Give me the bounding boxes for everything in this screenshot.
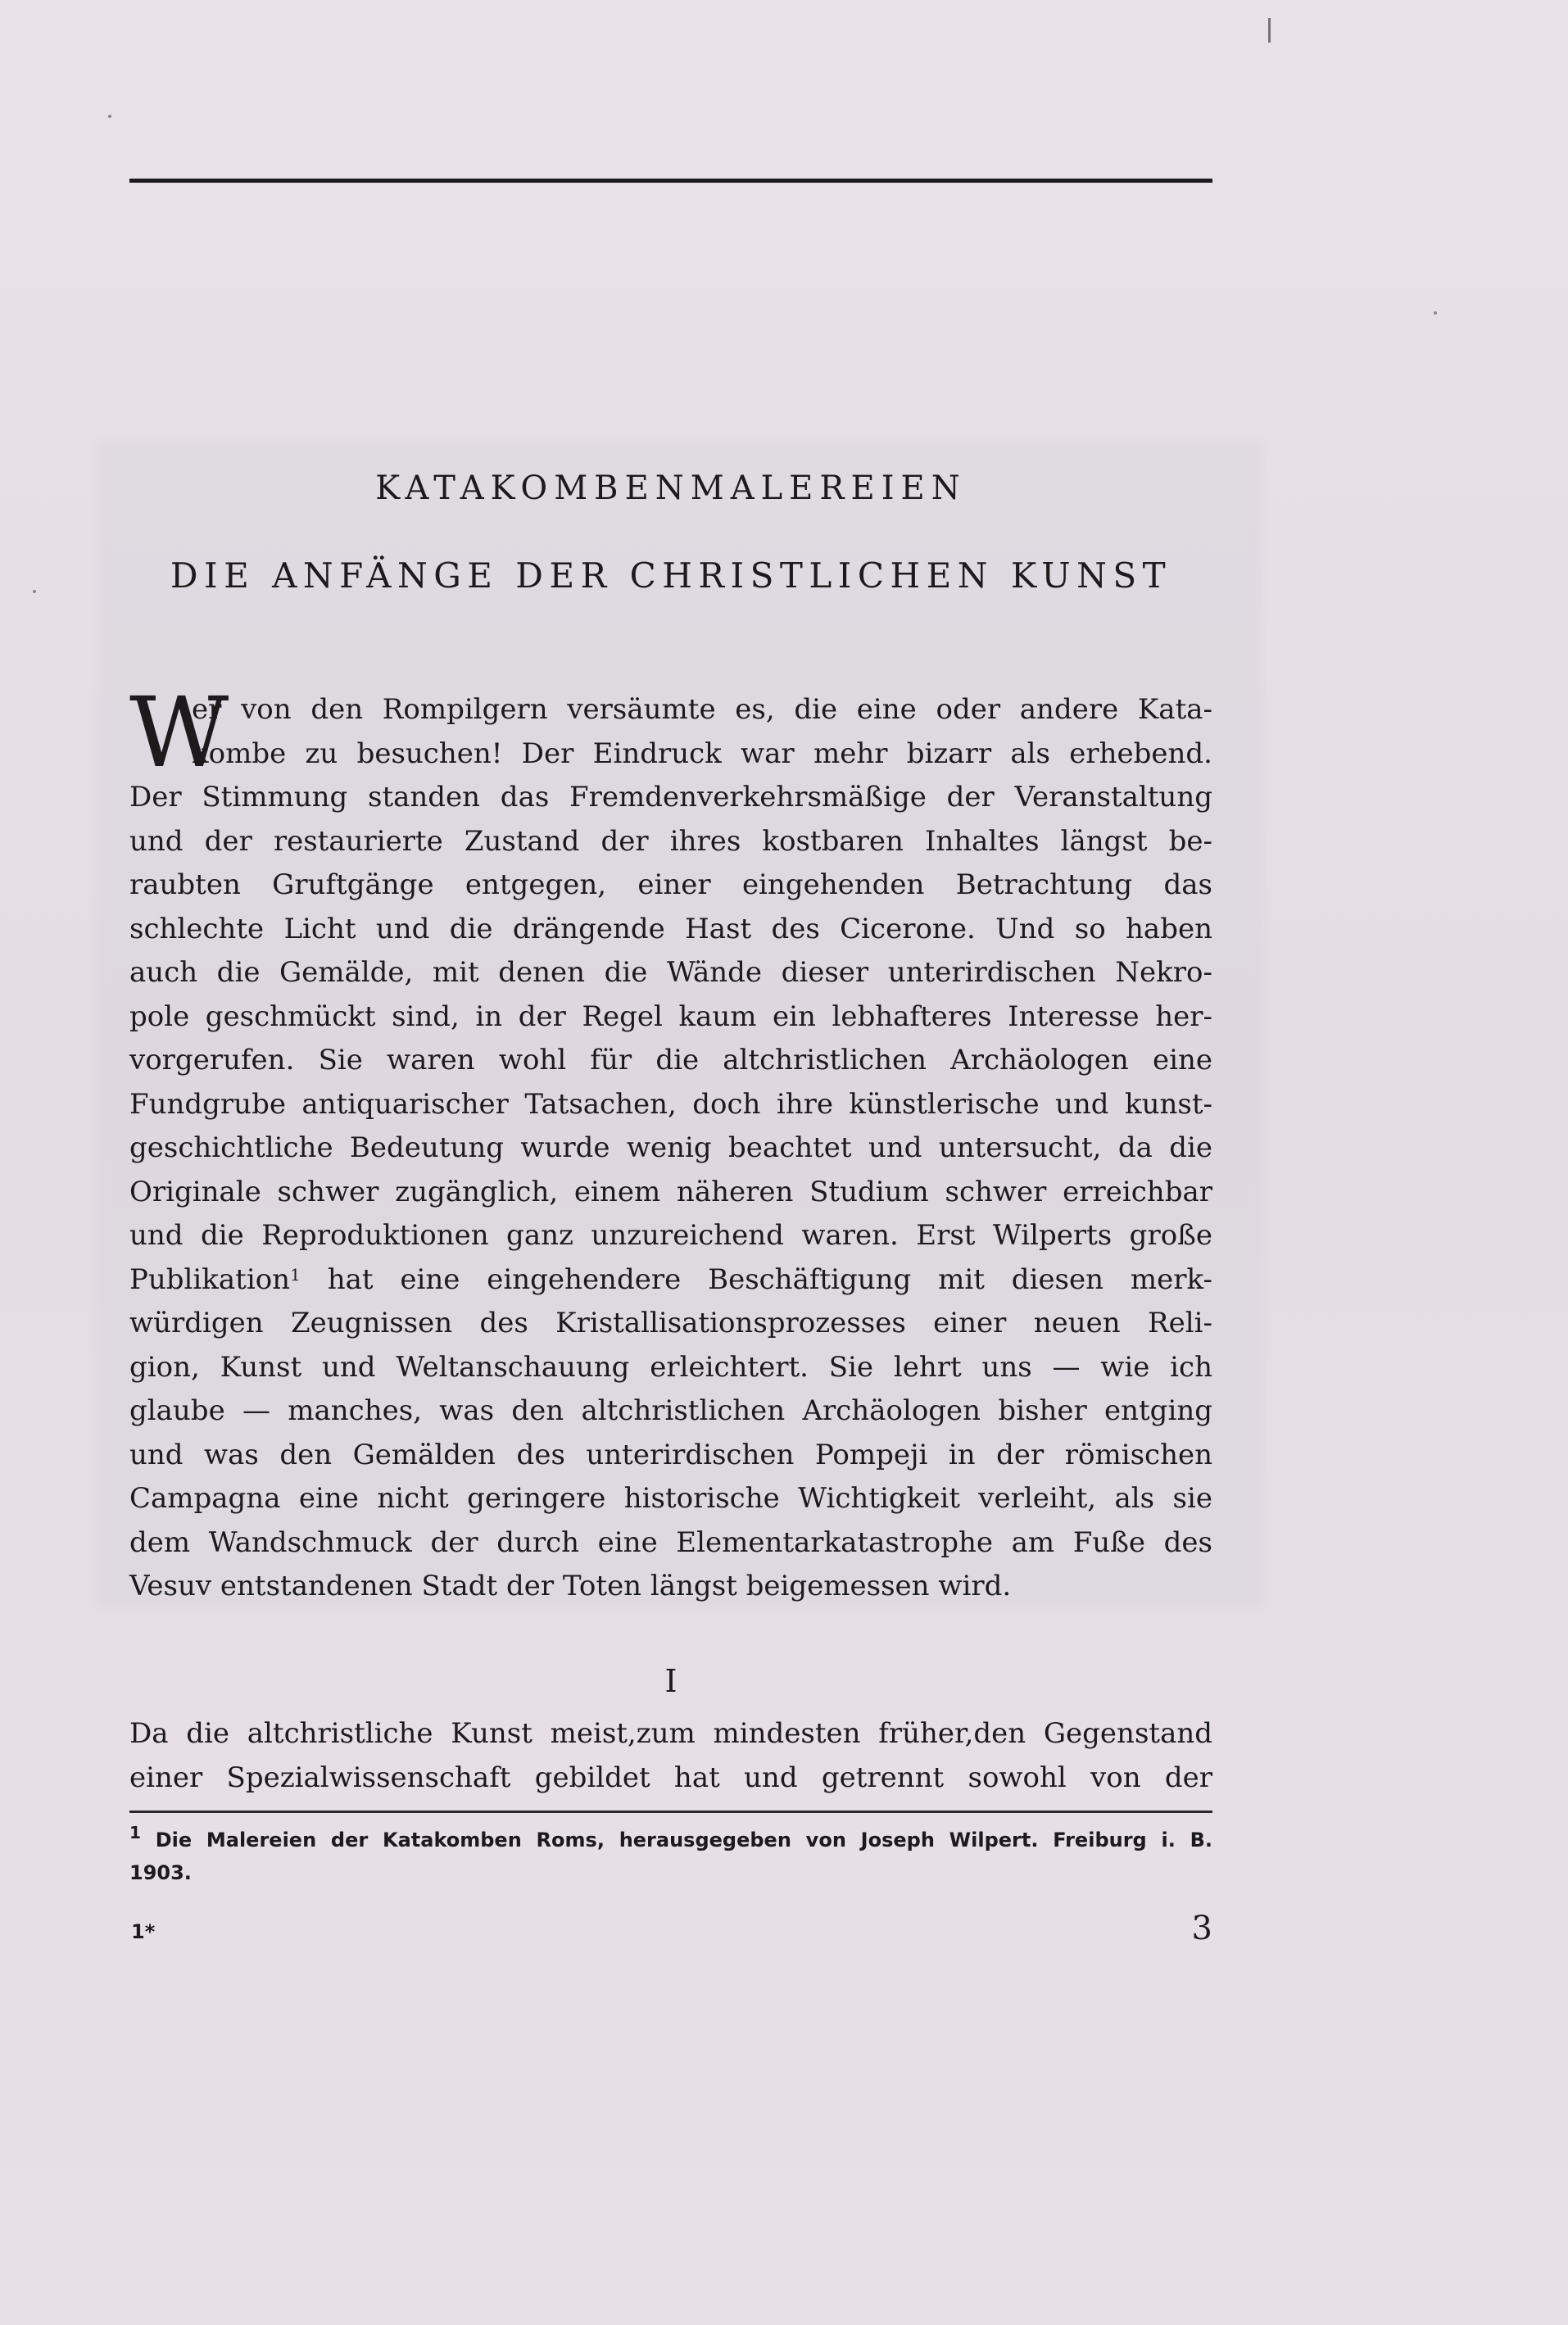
drop-cap: W [129, 676, 229, 789]
text-line: Der Stimmung standen das Fremdenverkehrsmäßige der Veranstaltung [129, 781, 1212, 814]
text-line: und der restaurierte Zustand der ihres kostbaren Inhaltes längst be- [129, 824, 1212, 858]
text-line: und die Reproduktionen ganz unzureichend waren. Erst Wilperts große [129, 1219, 1212, 1252]
page-number: 3 [1191, 1910, 1212, 1947]
section-number: I [664, 1663, 678, 1699]
footnote-reference[interactable]: 1 [290, 1264, 301, 1285]
section-paragraph [129, 1712, 1212, 1800]
text-line: Fundgrube antiquarischer Tatsachen, doch ihre künstlerische und kunst- [129, 1087, 1212, 1121]
footnote-line [129, 1824, 1212, 1856]
footnote-line: 1903. [129, 1861, 192, 1884]
chapter-title: KATAKOMBENMALEREIEN [375, 469, 967, 507]
text-line: einer Spezialwissenschaft gebildet hat und getrennt sowohl von der [129, 1761, 1212, 1794]
intro-paragraph [129, 676, 1213, 1609]
text-line: würdigen Zeugnissen des Kristallisationsprozesses einer neuen Reli- [129, 1307, 1212, 1339]
footnote [129, 1824, 1212, 1889]
text-line: geschichtliche Bedeutung wurde wenig beachtet und untersucht, da die [129, 1131, 1212, 1164]
paper-mark [1268, 18, 1271, 43]
text-line: auch die Gemälde, mit denen die Wände dieser unterirdischen Nekro- [129, 956, 1212, 989]
paper-speck [108, 115, 111, 118]
text-line: und was den Gemälden des unterirdischen Pompeji in der römischen [129, 1438, 1212, 1471]
paper-speck [1434, 311, 1437, 315]
text-line: gion, Kunst und Weltanschauung erleichtert. Sie lehrt uns — wie ich [129, 1350, 1212, 1384]
text-line: dem Wandschmuck der durch eine Elementarkatastrophe am Fuße des [129, 1525, 1212, 1559]
paper-speck [33, 590, 36, 593]
text-line: Originale schwer zugänglich, einem näheren Studium schwer erreichbar [129, 1175, 1212, 1208]
publication-word: Publikation [129, 1262, 291, 1296]
footnote-text: Die Malereien der Katakomben Roms, herausgegeben von Joseph Wilpert. Freiburg i. B. [155, 1829, 1212, 1851]
text-line: glaube — manches, was den altchristlichen Archäologen bisher entging [129, 1394, 1212, 1427]
header-rule [129, 179, 1212, 183]
text-line: vorgerufen. Sie waren wohl für die altchristlichen Archäologen eine [129, 1044, 1212, 1076]
text-line: kombe zu besuchen! Der Eindruck war mehr bizarr als erhebend. [192, 736, 1212, 770]
text-line: pole geschmückt sind, in der Regel kaum ein lebhafteres Interesse her- [129, 999, 1212, 1033]
text-line: Campagna eine nicht geringere historische Wichtigkeit verleiht, als sie [129, 1482, 1212, 1515]
text-line: er von den Rompilgern versäumte es, die eine oder andere Kata- [192, 693, 1212, 726]
text-line: schlechte Licht und die drängende Hast des Cicerone. Und so haben [129, 912, 1212, 945]
text-line-with-footnote [129, 1258, 1212, 1303]
text-line: Vesuv entstandenen Stadt der Toten längst beigemessen wird. [129, 1570, 1012, 1602]
footnote-rule [129, 1811, 1212, 1813]
text-line: raubten Gruftgänge entgegen, einer eingehenden Betrachtung das [129, 868, 1212, 901]
footnote-marker: 1 [129, 1823, 141, 1842]
printer-signature: 1* [131, 1920, 156, 1943]
text-line: Da die altchristliche Kunst meist,zum mindesten früher,den Gegenstand [129, 1717, 1212, 1750]
text-line-rest: hat eine eingehendere Beschäftigung mit diesen merk- [327, 1262, 1213, 1296]
chapter-subtitle: DIE ANFÄNGE DER CHRISTLICHEN KUNST [170, 555, 1172, 596]
